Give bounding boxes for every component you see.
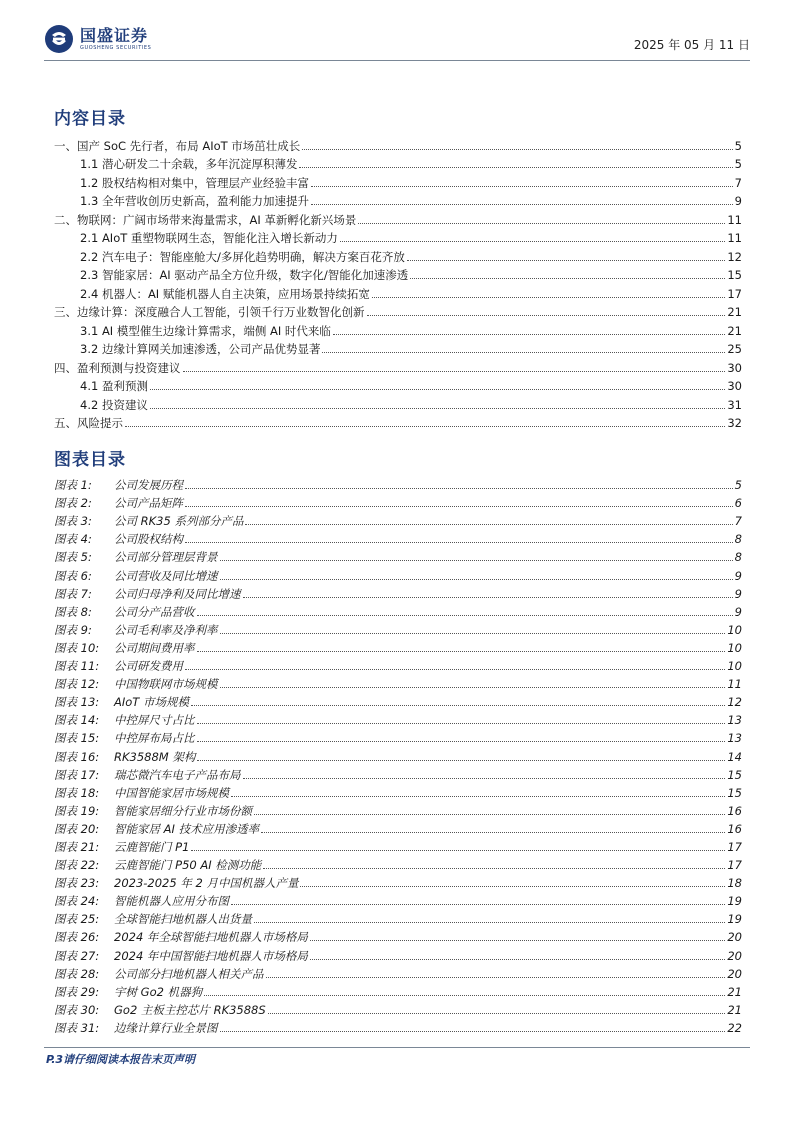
- figure-entry-title: 公司期间费用率: [114, 640, 195, 655]
- toc-entry-page: 21: [727, 305, 742, 319]
- figure-entry[interactable]: [54, 601, 742, 619]
- toc-entry[interactable]: [54, 338, 742, 357]
- toc-leader-dots: [311, 186, 733, 187]
- figure-entry[interactable]: [54, 854, 742, 872]
- figure-leader-dots: [191, 705, 725, 706]
- toc-entry-title: 4.2 投资建议: [80, 397, 148, 412]
- figure-entry[interactable]: [54, 926, 742, 944]
- figure-entry-label: 图表 26:: [54, 930, 100, 945]
- figure-entry-title: 中控屏尺寸占比: [114, 713, 195, 728]
- toc-list: [54, 134, 742, 430]
- figure-leader-dots: [300, 886, 725, 887]
- toc-entry-page: 25: [727, 342, 742, 356]
- figure-entry-label: 图表 3:: [54, 514, 92, 529]
- figure-entry-page: 10: [727, 659, 742, 674]
- figure-leader-dots: [220, 1031, 726, 1032]
- figure-leader-dots: [243, 597, 733, 598]
- figure-entry-title: 公司营收及同比增速: [114, 568, 218, 583]
- toc-entry-page: 11: [727, 212, 742, 227]
- figure-entry-label: 图表 30:: [54, 1002, 100, 1017]
- toc-entry-page: 32: [727, 416, 742, 430]
- figure-entry[interactable]: [54, 655, 742, 673]
- figure-entry-label: 图表 2:: [54, 496, 92, 511]
- figure-entry-title: 公司分产品营收: [114, 604, 195, 619]
- figure-entry-title: 2024 年全球智能扫地机器人市场格局: [114, 930, 308, 945]
- figure-entry[interactable]: [54, 818, 742, 836]
- toc-entry-title: 1.3 全年营收创历史新高，盈利能力加速提升: [80, 194, 309, 208]
- figure-leader-dots: [191, 850, 725, 851]
- toc-leader-dots: [372, 297, 726, 298]
- page-footer: [44, 1047, 750, 1069]
- figure-entry[interactable]: [54, 981, 742, 999]
- figure-entry-label: 图表 14:: [54, 713, 100, 728]
- header-divider: [44, 60, 750, 61]
- figure-entry-label: 图表 25:: [54, 912, 100, 927]
- figure-entry-page: 10: [727, 640, 742, 655]
- figure-entry-page: 15: [727, 785, 742, 800]
- figure-entry-label: 图表 22:: [54, 858, 100, 873]
- figure-entry-label: 图表 16:: [54, 749, 100, 764]
- toc-leader-dots: [302, 149, 732, 150]
- figure-entry-label: 图表 4:: [54, 532, 92, 547]
- figure-entry-label: 图表 9:: [54, 622, 92, 637]
- figure-entry-page: 20: [727, 966, 742, 981]
- toc-leader-dots: [150, 408, 725, 409]
- toc-leader-dots: [407, 260, 726, 261]
- figure-list-heading: 图表目录: [54, 450, 126, 470]
- figure-entry-page: 9: [734, 604, 742, 619]
- toc-entry-title: 2.3 智能家居：AI 驱动产品全方位升级，数字化/智能化加速渗透: [80, 268, 409, 282]
- toc-entry[interactable]: [54, 301, 742, 320]
- figure-entry[interactable]: [54, 908, 742, 926]
- figure-entry-page: 6: [734, 496, 742, 511]
- toc-entry[interactable]: [54, 393, 742, 412]
- toc-entry-page: 12: [727, 249, 742, 264]
- figure-leader-dots: [231, 796, 725, 797]
- figure-entry[interactable]: [54, 872, 742, 890]
- toc-entry-title: 四、盈利预测与投资建议: [54, 360, 181, 375]
- figure-leader-dots: [220, 633, 726, 634]
- figure-leader-dots: [245, 524, 732, 525]
- toc-entry[interactable]: [54, 412, 742, 431]
- toc-entry[interactable]: [54, 227, 742, 246]
- toc-entry-title: 3.1 AI 模型催生边缘计算需求，端侧 AI 时代来临: [80, 323, 331, 338]
- figure-leader-dots: [263, 868, 725, 869]
- figure-entry-label: 图表 19:: [54, 803, 100, 818]
- figure-entry-label: 图表 23:: [54, 876, 100, 891]
- toc-entry-title: 2.2 汽车电子：智能座舱大/多屏化趋势明确，解决方案百花齐放: [80, 249, 405, 264]
- figure-entry-label: 图表 7:: [54, 586, 92, 601]
- toc-entry[interactable]: [54, 208, 742, 227]
- figure-leader-dots: [310, 959, 725, 960]
- figure-entry-title: AIoT 市场规模: [114, 695, 189, 710]
- figure-entry-page: 14: [727, 749, 742, 764]
- figure-entry-page: 15: [727, 767, 742, 782]
- toc-entry-page: 11: [727, 231, 742, 245]
- toc-leader-dots: [125, 426, 725, 427]
- toc-entry-title: 2.1 AIoT 重塑物联网生态，智能化注入增长新动力: [80, 231, 338, 245]
- figure-entry-page: 17: [727, 839, 742, 854]
- figure-entry-page: 17: [727, 858, 742, 873]
- toc-entry[interactable]: [54, 375, 742, 394]
- figure-entry-title: 2023-2025 年 2 月中国机器人产量: [114, 876, 299, 891]
- figure-entry[interactable]: [54, 800, 742, 818]
- toc-entry[interactable]: [54, 171, 742, 190]
- figure-entry-page: 18: [727, 876, 742, 891]
- figure-entry[interactable]: [54, 583, 742, 601]
- logo-english-name: GUOSHENG SECURITIES: [80, 44, 152, 51]
- figure-entry-page: 20: [727, 948, 742, 963]
- figure-entry-title: 公司部分管理层背景: [114, 550, 218, 565]
- figure-list: [54, 474, 742, 1035]
- figure-leader-dots: [197, 651, 726, 652]
- figure-entry-title: 公司研发费用: [114, 659, 183, 674]
- figure-leader-dots: [185, 488, 733, 489]
- figure-entry-label: 图表 28:: [54, 966, 100, 981]
- figure-leader-dots: [220, 560, 733, 561]
- toc-entry-title: 五、风险提示: [54, 416, 123, 430]
- figure-entry[interactable]: [54, 944, 742, 962]
- toc-entry[interactable]: [54, 319, 742, 338]
- toc-entry-page: 15: [727, 268, 742, 282]
- figure-leader-dots: [310, 940, 725, 941]
- figure-entry-title: 公司发展历程: [114, 478, 183, 493]
- figure-entry-title: 公司 RK35 系列部分产品: [114, 514, 244, 529]
- toc-entry[interactable]: [54, 356, 742, 375]
- figure-entry-label: 图表 15:: [54, 731, 100, 746]
- toc-leader-dots: [333, 334, 725, 335]
- figure-leader-dots: [268, 1013, 726, 1014]
- figure-entry-label: 图表 10:: [54, 640, 100, 655]
- figure-leader-dots: [220, 579, 733, 580]
- toc-entry-title: 4.1 盈利预测: [80, 379, 148, 393]
- figure-leader-dots: [254, 814, 725, 815]
- figure-entry-page: 11: [727, 677, 742, 692]
- figure-entry-page: 7: [734, 514, 742, 529]
- toc-leader-dots: [150, 389, 725, 390]
- toc-heading: 内容目录: [54, 109, 126, 129]
- figure-entry[interactable]: [54, 890, 742, 908]
- figure-entry-title: 中国智能家居市场规模: [114, 785, 229, 800]
- page-header: [44, 22, 750, 56]
- figure-entry-label: 图表 24:: [54, 894, 100, 909]
- figure-entry[interactable]: [54, 637, 742, 655]
- figure-entry-title: RK3588M 架构: [114, 749, 196, 764]
- figure-entry-title: 公司股权结构: [114, 532, 183, 547]
- figure-entry-title: 中国物联网市场规模: [114, 677, 218, 692]
- figure-leader-dots: [197, 760, 725, 761]
- figure-entry-page: 16: [727, 821, 742, 836]
- figure-entry-page: 10: [727, 622, 742, 637]
- figure-entry[interactable]: [54, 963, 742, 981]
- toc-entry-title: 三、边缘计算：深度融合人工智能，引领千行万业数智化创新: [54, 305, 365, 319]
- figure-leader-dots: [185, 542, 733, 543]
- logo-chinese-name: 国盛证券: [80, 25, 149, 45]
- figure-entry[interactable]: [54, 546, 742, 564]
- toc-entry-page: 7: [734, 175, 742, 190]
- figure-entry-title: Go2 主板主控芯片 RK3588S: [114, 1002, 266, 1017]
- figure-entry[interactable]: [54, 782, 742, 800]
- figure-entry-title: 边缘计算行业全景图: [114, 1020, 218, 1035]
- figure-entry-page: 22: [727, 1020, 742, 1035]
- figure-entry-label: 图表 1:: [54, 478, 92, 493]
- toc-entry-title: 2.4 机器人：AI 赋能机器人自主决策，应用场景持续拓宽: [80, 286, 370, 301]
- figure-entry-label: 图表 18:: [54, 785, 100, 800]
- figure-entry[interactable]: [54, 673, 742, 691]
- figure-entry-title: 公司产品矩阵: [114, 496, 183, 511]
- figure-entry-page: 12: [727, 695, 742, 710]
- figure-entry-label: 图表 12:: [54, 677, 100, 692]
- figure-leader-dots: [231, 904, 725, 905]
- figure-entry-page: 9: [734, 586, 742, 601]
- figure-leader-dots: [243, 778, 726, 779]
- toc-leader-dots: [367, 315, 726, 316]
- toc-entry-page: 17: [727, 286, 742, 301]
- figure-entry-page: 21: [727, 984, 742, 999]
- toc-leader-dots: [311, 204, 733, 205]
- figure-entry-label: 图表 27:: [54, 948, 100, 963]
- figure-entry-page: 8: [734, 532, 742, 547]
- figure-entry[interactable]: [54, 619, 742, 637]
- figure-entry-page: 8: [734, 550, 742, 565]
- figure-entry[interactable]: [54, 691, 742, 709]
- toc-entry-page: 5: [734, 157, 742, 171]
- toc-entry-page: 5: [734, 138, 742, 153]
- toc-entry-page: 21: [727, 323, 742, 338]
- figure-entry[interactable]: [54, 1017, 742, 1035]
- figure-entry-label: 图表 13:: [54, 695, 100, 710]
- figure-leader-dots: [266, 977, 726, 978]
- figure-leader-dots: [197, 615, 733, 616]
- figure-entry-page: 16: [727, 803, 742, 818]
- figure-entry-title: 宇树 Go2 机器狗: [114, 984, 203, 999]
- figure-leader-dots: [220, 687, 726, 688]
- toc-leader-dots: [299, 167, 732, 168]
- report-date: 2025 年 05 月 11 日: [633, 38, 750, 52]
- toc-entry[interactable]: [54, 245, 742, 264]
- toc-entry[interactable]: [54, 134, 742, 153]
- guosheng-logo-icon: [44, 24, 74, 54]
- figure-entry-title: 智能家居细分行业市场份额: [114, 803, 252, 818]
- figure-entry-title: 智能机器人应用分布图: [114, 894, 229, 909]
- figure-entry[interactable]: [54, 745, 742, 763]
- figure-leader-dots: [197, 741, 726, 742]
- toc-leader-dots: [410, 278, 725, 279]
- toc-entry[interactable]: [54, 282, 742, 301]
- figure-entry[interactable]: [54, 999, 742, 1017]
- figure-entry-title: 瑞芯微汽车电子产品布局: [114, 767, 241, 782]
- figure-entry-label: 图表 5:: [54, 550, 92, 565]
- toc-entry-title: 一、国产 SoC 先行者，布局 AIoT 市场茁壮成长: [54, 138, 301, 153]
- figure-entry[interactable]: [54, 764, 742, 782]
- figure-entry-label: 图表 31:: [54, 1020, 100, 1035]
- figure-entry-label: 图表 11:: [54, 659, 100, 674]
- figure-entry[interactable]: [54, 492, 742, 510]
- figure-entry-page: 19: [727, 894, 742, 909]
- figure-entry-label: 图表 20:: [54, 821, 100, 836]
- figure-entry-title: 智能家居 AI 技术应用渗透率: [114, 821, 260, 836]
- toc-entry-title: 二、物联网：广阔市场带来海量需求，AI 革新孵化新兴场景: [54, 212, 357, 227]
- figure-leader-dots: [185, 669, 725, 670]
- figure-entry-label: 图表 21:: [54, 839, 100, 854]
- toc-leader-dots: [358, 223, 725, 224]
- figure-entry-title: 中控屏布局占比: [114, 731, 195, 746]
- toc-entry-page: 31: [727, 397, 742, 412]
- toc-entry[interactable]: [54, 190, 742, 209]
- figure-entry-title: 全球智能扫地机器人出货量: [114, 912, 252, 927]
- figure-entry-title: 云鹿智能门 P50 AI 检测功能: [114, 858, 262, 873]
- figure-entry-page: 13: [727, 731, 742, 746]
- figure-entry-label: 图表 6:: [54, 568, 92, 583]
- figure-entry-title: 云鹿智能门 P1: [114, 839, 190, 854]
- toc-entry[interactable]: [54, 153, 742, 172]
- figure-entry-label: 图表 17:: [54, 767, 100, 782]
- figure-entry-title: 公司毛利率及净利率: [114, 622, 218, 637]
- footer-divider: [44, 1047, 750, 1048]
- figure-entry-title: 2024 年中国智能扫地机器人市场格局: [114, 948, 308, 963]
- footer-disclaimer: P.3请仔细阅读本报告末页声明: [46, 1053, 196, 1066]
- toc-entry-title: 1.1 潜心研发二十余载，多年沉淀厚积薄发: [80, 157, 298, 171]
- toc-entry-title: 1.2 股权结构相对集中，管理层产业经验丰富: [80, 175, 309, 190]
- figure-leader-dots: [185, 506, 733, 507]
- toc-entry-title: 3.2 边缘计算网关加速渗透，公司产品优势显著: [80, 342, 321, 356]
- figure-leader-dots: [261, 832, 725, 833]
- figure-entry-label: 图表 29:: [54, 984, 100, 999]
- figure-entry[interactable]: [54, 474, 742, 492]
- figure-entry[interactable]: [54, 836, 742, 854]
- figure-entry-page: 20: [727, 930, 742, 945]
- figure-entry-label: 图表 8:: [54, 604, 92, 619]
- figure-entry[interactable]: [54, 564, 742, 582]
- toc-leader-dots: [340, 241, 725, 242]
- toc-entry[interactable]: [54, 264, 742, 283]
- figure-entry[interactable]: [54, 709, 742, 727]
- toc-entry-page: 30: [727, 360, 742, 375]
- figure-entry-page: 21: [727, 1002, 742, 1017]
- toc-entry-page: 9: [734, 194, 742, 208]
- figure-entry-title: 公司归母净利及同比增速: [114, 586, 241, 601]
- toc-entry-page: 30: [727, 379, 742, 393]
- figure-entry-page: 13: [727, 713, 742, 728]
- figure-leader-dots: [204, 995, 725, 996]
- figure-entry-title: 公司部分扫地机器人相关产品: [114, 966, 264, 981]
- figure-entry[interactable]: [54, 510, 742, 528]
- toc-leader-dots: [322, 352, 725, 353]
- figure-entry[interactable]: [54, 727, 742, 745]
- figure-leader-dots: [197, 723, 726, 724]
- figure-entry-page: 19: [727, 912, 742, 927]
- figure-entry-page: 5: [734, 478, 742, 493]
- figure-leader-dots: [254, 922, 725, 923]
- figure-entry[interactable]: [54, 528, 742, 546]
- figure-entry-page: 9: [734, 568, 742, 583]
- company-logo: [44, 22, 151, 56]
- toc-leader-dots: [183, 371, 726, 372]
